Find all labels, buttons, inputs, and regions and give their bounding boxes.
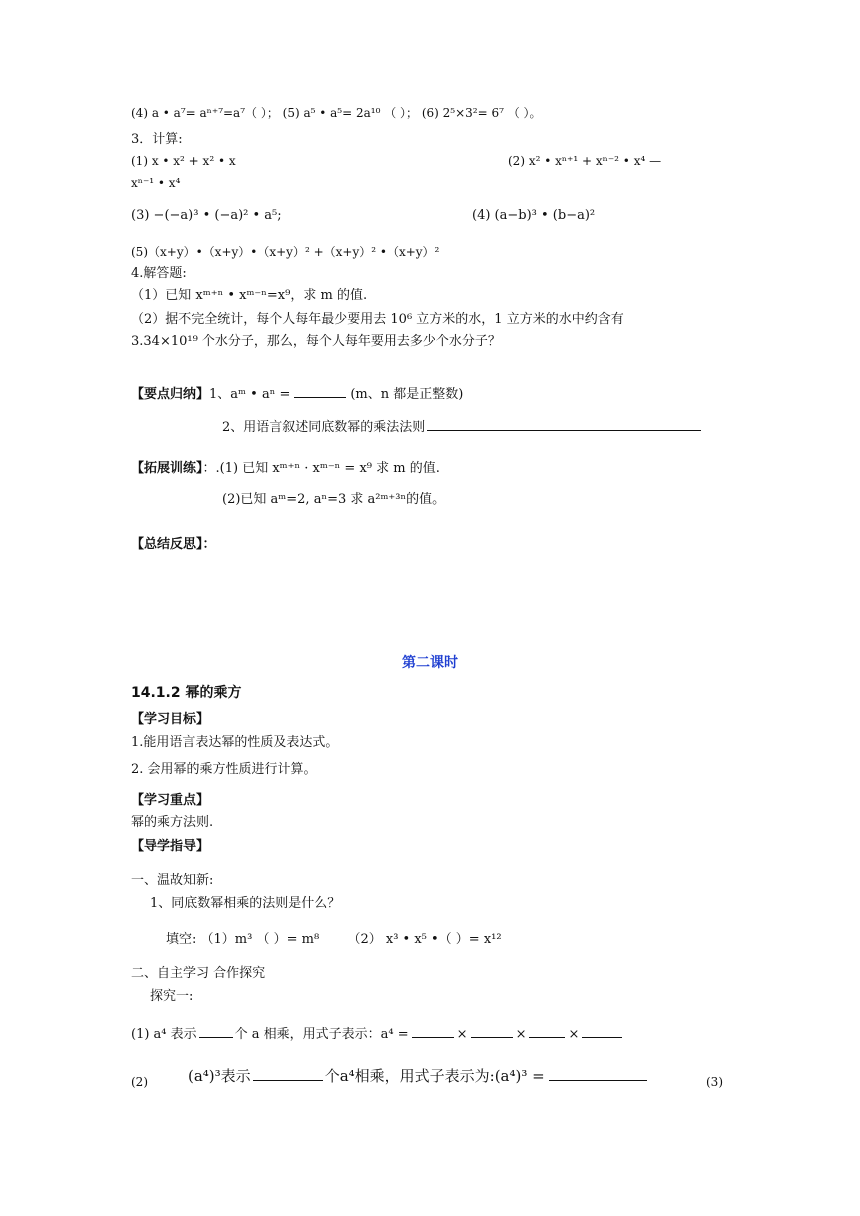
summary-row-2 bbox=[222, 416, 701, 437]
focus-label: 【学习重点】 bbox=[131, 793, 210, 808]
calc-heading: 3．计算: bbox=[131, 132, 183, 147]
fill-label: 填空: bbox=[166, 932, 197, 947]
explore-1-blank-d[interactable] bbox=[582, 1023, 622, 1038]
explore-1-pre: (1) a⁴ 表示 bbox=[131, 1027, 197, 1042]
explore-row-2 bbox=[188, 1066, 647, 1085]
times-sign: × bbox=[515, 1027, 527, 1042]
times-sign: × bbox=[568, 1027, 580, 1042]
calc-item-1: (1) x • x² + x² • x bbox=[131, 154, 236, 168]
summary-row-1 bbox=[131, 383, 463, 404]
summary-item-1: 1、aᵐ • aⁿ = bbox=[209, 387, 291, 402]
reflection-label: 【总结反思】 bbox=[131, 537, 203, 552]
extension-row-1 bbox=[131, 460, 440, 478]
extension-item-2: (2)已知 aᵐ=2, aⁿ=3 求 a²ᵐ⁺³ⁿ的值。 bbox=[222, 492, 446, 507]
review-heading: 一、温故知新: bbox=[131, 873, 214, 888]
summary-label: 【要点归纳】 bbox=[131, 387, 210, 402]
summary-blank-1[interactable] bbox=[294, 383, 346, 398]
fill-item-1: （1）m³ （ ）= m⁸ bbox=[200, 932, 320, 947]
lesson-2-title: 第二课时 bbox=[402, 655, 458, 671]
summary-item-1-note: (m、n 都是正整数) bbox=[350, 387, 464, 402]
goal-2: 2. 会用幂的乘方性质进行计算。 bbox=[131, 762, 317, 777]
reflection-suffix: ： bbox=[202, 537, 216, 552]
review-question: 1、同底数幂相乘的法则是什么？ bbox=[150, 896, 341, 911]
fill-item-2: （2） x³ • x⁵ •（ ）= x¹² bbox=[347, 932, 502, 947]
calc-item-2: (2) x² • xⁿ⁺¹ + xⁿ⁻² • x⁴ — bbox=[508, 154, 662, 168]
reflection-row bbox=[131, 536, 216, 554]
exercise-line-4-5-6: (4) a • a⁷= aⁿ⁺⁷=a⁷（ ）； (5) a⁵ • a⁵= 2a¹⁰ （ ）； (6) 2⁵×3²= 6⁷ （ ）。 bbox=[131, 106, 542, 120]
calc-item-5: (5)（x+y）•（x+y）•（x+y）² +（x+y）² •（x+y）² bbox=[131, 245, 440, 259]
extension-label: 【拓展训练】 bbox=[131, 461, 203, 476]
explore-2-number: (2) bbox=[131, 1075, 148, 1089]
guide-label: 【导学指导】 bbox=[131, 839, 210, 854]
explore-row-1 bbox=[131, 1023, 622, 1044]
explore-heading: 二、自主学习 合作探究 bbox=[131, 966, 266, 981]
explore-1-blank-c[interactable] bbox=[529, 1023, 565, 1038]
focus-text: 幂的乘方法则. bbox=[131, 815, 214, 830]
answer-heading: 4.解答题: bbox=[131, 266, 187, 281]
calc-item-2-continued: xⁿ⁻¹ • x⁴ bbox=[131, 176, 181, 190]
calc-item-4: (4) (a−b)³ • (b−a)² bbox=[472, 208, 596, 223]
explore-2-blank-count[interactable] bbox=[253, 1066, 323, 1081]
explore-3-number: (3) bbox=[706, 1075, 723, 1089]
explore-1-blank-count[interactable] bbox=[199, 1023, 233, 1038]
explore-1-blank-b[interactable] bbox=[471, 1023, 513, 1038]
explore-1-label: 探究一: bbox=[150, 989, 194, 1004]
answer-item-2-line-a: （2）据不完全统计，每个人每年最少要用去 10⁶ 立方米的水，1 立方米的水中约含有 bbox=[131, 312, 624, 327]
summary-blank-2[interactable] bbox=[427, 416, 701, 431]
explore-2-mid: 个a⁴相乘，用式子表示为:(a⁴)³ = bbox=[324, 1067, 545, 1085]
answer-item-2-line-b: 3.34×10¹⁹ 个水分子，那么，每个人每年要用去多少个水分子？ bbox=[131, 334, 501, 349]
times-sign: × bbox=[456, 1027, 468, 1042]
explore-2-pre: (a⁴)³表示 bbox=[188, 1067, 251, 1085]
explore-2-blank-expression[interactable] bbox=[549, 1066, 647, 1081]
summary-item-2: 2、用语言叙述同底数幂的乘法法则 bbox=[222, 420, 426, 435]
extension-item-1: ：.(1) 已知 xᵐ⁺ⁿ · xᵐ⁻ⁿ = x⁹ 求 m 的值. bbox=[202, 461, 440, 476]
explore-1-mid: 个 a 相乘，用式子表示：a⁴ = bbox=[234, 1027, 409, 1042]
lesson-2-subtitle: 14.1.2 幂的乘方 bbox=[131, 685, 242, 701]
explore-1-blank-a[interactable] bbox=[412, 1023, 454, 1038]
calc-item-3: (3) −(−a)³ • (−a)² • a⁵; bbox=[131, 208, 282, 223]
fill-row bbox=[166, 931, 502, 949]
answer-item-1: （1）已知 xᵐ⁺ⁿ • xᵐ⁻ⁿ=x⁹，求 m 的值. bbox=[131, 288, 368, 303]
goal-1: 1.能用语言表达幂的性质及表达式。 bbox=[131, 735, 339, 750]
goals-label: 【学习目标】 bbox=[131, 712, 210, 727]
